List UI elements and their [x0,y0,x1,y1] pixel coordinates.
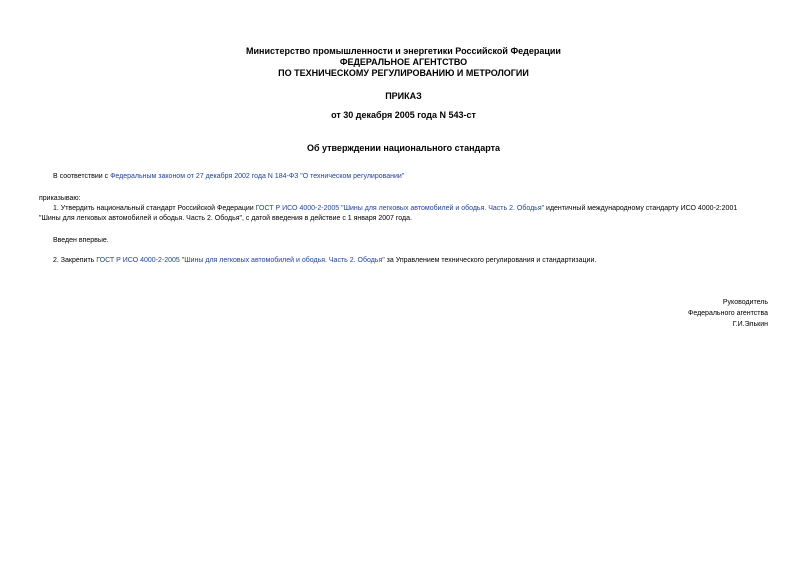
paragraph-item-1 [53,204,737,214]
paragraph-item-1-continuation: "Шины для легковых автомобилей и ободья. Часть 2. Ободья", с датой введения в действие с 1 января 2007 года. [39,215,412,222]
federal-law-link[interactable]: Федеральным законом от 27 декабря 2002 года N 184-ФЗ "О техническом регулировании" [110,173,405,180]
item-1-prefix: 1. Утвердить национальный стандарт Российской Федерации [53,205,256,212]
gost-standard-link-2[interactable]: ГОСТ Р ИСО 4000-2-2005 "Шины для легковых автомобилей и ободья. Часть 2. Ободья" [96,257,385,264]
order-date: от 30 декабря 2005 года N 543-ст [331,110,476,120]
ministry-name: Министерство промышленности и энергетики Российской Федерации [246,46,561,56]
item-2-suffix: за Управлением технического регулирования и стандартизации. [384,257,597,264]
signature-name: Г.И.Элькин [732,321,768,328]
paragraph-item-2 [53,256,596,266]
gost-standard-link[interactable]: ГОСТ Р ИСО 4000-2-2005 "Шины для легковых автомобилей и ободья. Часть 2. Ободья" [255,205,545,212]
paragraph-order-word: приказываю: [39,195,81,202]
paragraph-basis-prefix: В соответствии с [53,173,111,180]
item-2-prefix: 2. Закрепить [53,257,97,264]
agency-name-line1: ФЕДЕРАЛЬНОЕ АГЕНТСТВО [339,57,468,67]
agency-name-line2: ПО ТЕХНИЧЕСКОМУ РЕГУЛИРОВАНИЮ И МЕТРОЛОГИИ [278,68,529,78]
signature-block [688,297,768,330]
item-1-suffix: идентичный международному стандарту ИСО 4000-2:2001 [544,205,738,212]
document-header [0,46,807,79]
paragraph-introduced-first: Введен впервые. [53,237,109,244]
document-subject: Об утверждении национального стандарта [306,143,501,153]
signature-org: Федерального агентства [688,310,768,317]
signature-title: Руководитель [722,299,768,306]
paragraph-basis [53,172,404,182]
order-title: ПРИКАЗ [385,91,422,101]
